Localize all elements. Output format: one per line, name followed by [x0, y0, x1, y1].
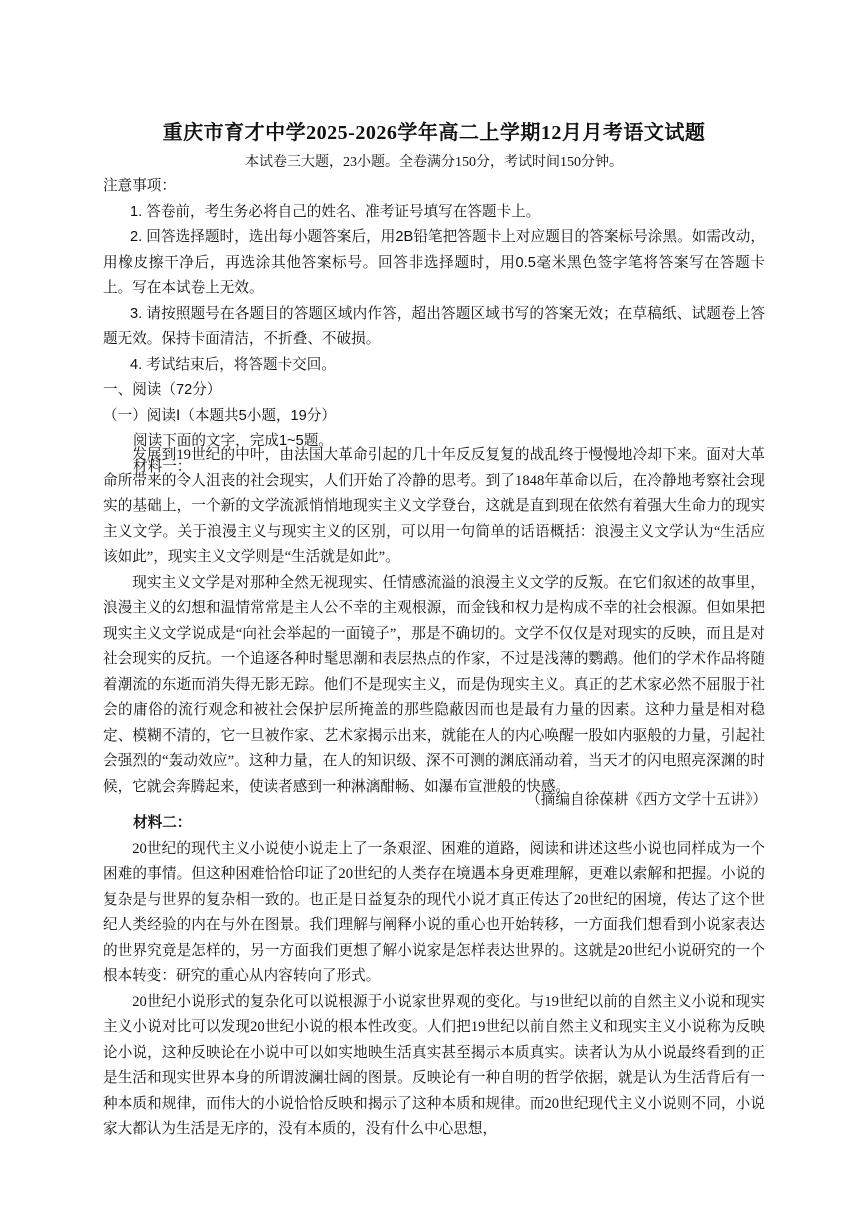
material1-paragraph: 现实主义文学是对那种全然无视现实、任情感流溢的浪漫主义文学的反叛。在它们叙述的故事里，浪漫主义的幻想和温情常常是主人公不幸的主观根源，而金钱和权力是构成不幸的社会根源。但如果把现实主义文学说成是“向社会举起的一面镜子”，那是不确切的。文学不仅仅是对现实的反映，而且是对社会现实的反抗。一个追逐各种时髦思潮和表层热点的作家，不过是浅薄的鹦鹉。他们的学术作品将随着潮流的东逝而消失得无影无踪。他们不是现实主义，而是伪现实主义。真正的艺术家必然不屈服于社会的庸俗的流行观念和被社会保护层所掩盖的那些隐蔽因而也是最有力量的因素。这种力量是相对稳定、模糊不清的，它一旦被作家、艺术家揭示出来，就能在人的内心唤醒一股如内驱般的力量，引起社会强烈的“轰动效应”。这种力量，在人的知识级、深不可测的渊底涌动着，当天才的闪电照亮深渊的时候，它就会奔腾起来，使读者感到一种淋漓酣畅、如瀑布宣泄般的快感。 [103, 574, 765, 795]
exam-subtitle: 本试卷三大题，23小题。全卷满分150分，考试时间150分钟。 [245, 155, 623, 170]
section-heading: 一、阅读（72分） [103, 382, 222, 398]
notice-item: 1. 答卷前，考生务必将自己的姓名、准考证号填写在答题卡上。 [130, 203, 541, 220]
exam-title: 重庆市育才中学2025-2026学年高二上学期12月月考语文试题 [162, 122, 706, 144]
material2-paragraph: 20世纪小说形式的复杂化可以说根源于小说家世界观的变化。与19世纪以前的自然主义小说和现实主义小说对比可以发现20世纪小说的根本性改变。人们把19世纪以前自然主义和现实主义小说称为反映论小说，这种反映论在小说中可以如实地映生活真实甚至揭示本质真实。读者认为从小说最终看到的正是生活和现实世界本身的所谓波澜壮阔的图景。反映论有一种自明的哲学依据，就是认为生活背后有一种本质和规律，而伟大的小说恰恰反映和揭示了这种本质和规律。而20世纪现代主义小说则不同，小说家大都认为生活是无序的，没有本质的，没有什么中心思想， [103, 993, 765, 1137]
reading-instruction: 阅读下面的文字，完成1~5题。 [133, 433, 333, 449]
notice-item: 3. 请按照题号在各题目的答题区域内作答，超出答题区域书写的答案无效；在草稿纸、试题卷上答题无效。保持卡面清洁，不折叠、不破损。 [103, 305, 765, 347]
material1-paragraph: 发展到19世纪的中叶，由法国大革命引起的几十年反反复复的战乱终于慢慢地冷却下来。面对大革命所带来的令人沮丧的社会现实，人们开始了冷静的思考。到了1848年革命以后，在冷静地考察社会现实的基础上，一个新的文学流派悄悄地现实主义文学登台，这就是直到现在依然有着强大生命力的现实主义文学。关于浪漫主义与现实主义的区别，可以用一句简单的话语概括：浪漫主义文学认为“生活应该如此”，现实主义文学则是“生活就是如此”。 [103, 447, 765, 565]
material1-label: 材料一： [133, 458, 192, 475]
notice-heading: 注意事项： [103, 178, 176, 194]
material2-label: 材料二： [133, 815, 192, 831]
notice-section [103, 174, 765, 480]
subsection-heading: （一）阅读Ⅰ（本题共5小题，19分） [103, 407, 336, 424]
material1-source: （摘编自徐葆耕《西方文学十五讲》） [526, 792, 767, 808]
material1-body [103, 443, 765, 800]
material2-body [103, 811, 765, 1143]
notice-item: 2. 回答选择题时，选出每小题答案后，用2B铅笔把答题卡上对应题目的答案标号涂黑。如需改动，用橡皮擦干净后，再选涂其他答案标号。回答非选择题时，用0.5毫米黑色签字笔将答案写在答题卡上。写在本试卷上无效。 [103, 229, 765, 296]
material2-paragraph: 20世纪的现代主义小说使小说走上了一条艰涩、困难的道路，阅读和讲述这些小说也同样成为一个困难的事情。但这种困难恰恰印证了20世纪的人类存在境遇本身更难理解，更难以索解和把握。小说的复杂是与世界的复杂相一致的。也正是日益复杂的现代小说才真正传达了20世纪的困境，传达了这个世纪人类经验的内在与外在图景。我们理解与阐释小说的重心也开始转移，一方面我们想看到小说家表达的世界究竟是怎样的，另一方面我们更想了解小说家是怎样表达世界的。这就是20世纪小说研究的一个根本转变：研究的重心从内容转向了形式。 [103, 840, 765, 984]
notice-item: 4. 考试结束后，将答题卡交回。 [130, 356, 336, 373]
